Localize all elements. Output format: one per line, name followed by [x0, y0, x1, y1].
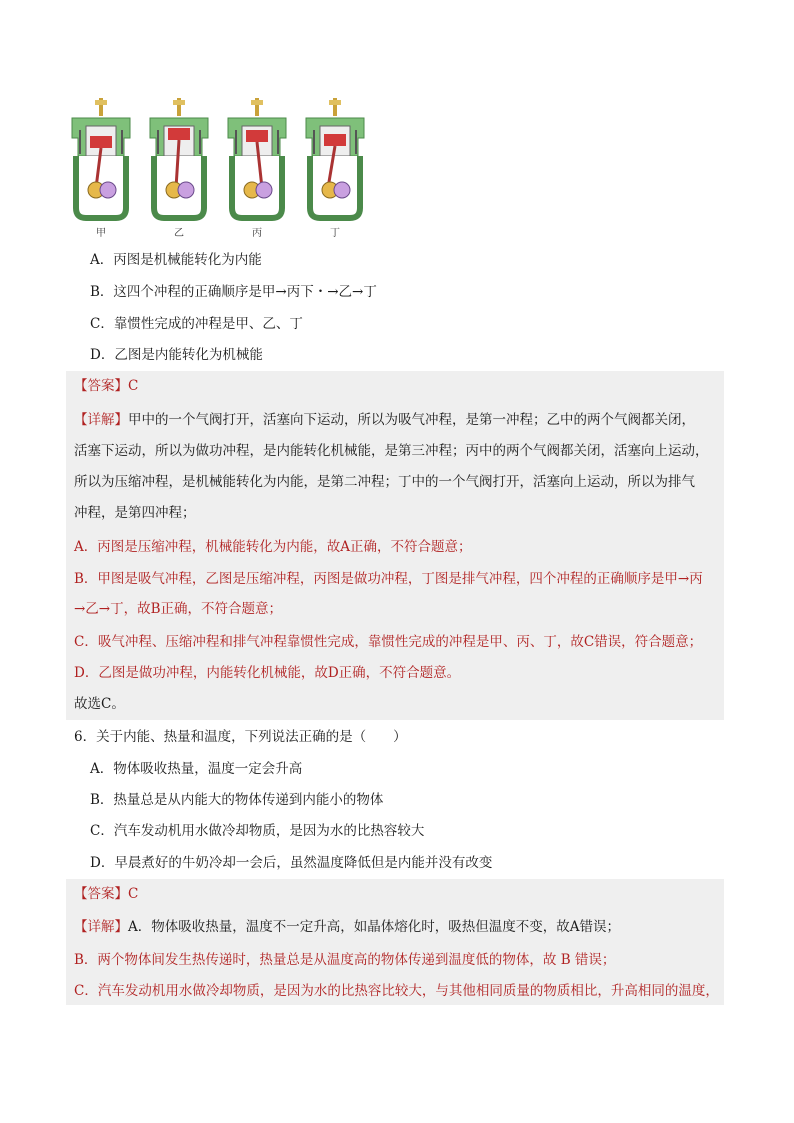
q5-analysis-d: D．乙图是做功冲程，内能转化机械能，故D正确，不符合题意。 — [74, 665, 461, 681]
answer-tag: 【答案】 — [74, 378, 128, 394]
figure-label-jia: 甲 — [96, 228, 106, 239]
q5-option-b: B．这四个冲程的正确顺序是甲→丙下・→乙→丁 — [90, 284, 377, 300]
q6-option-c: C．汽车发动机用水做冷却物质，是因为水的比热容较大 — [90, 823, 425, 839]
detail-text: A．物体吸收热量，温度不一定升高，如晶体熔化时，吸热但温度不变，故A错误； — [128, 919, 620, 935]
q6-option-b: B．热量总是从内能大的物体传递到内能小的物体 — [90, 792, 384, 808]
q5-option-c: C．靠惯性完成的冲程是甲、乙、丁 — [90, 316, 303, 332]
q5-option-a: A．丙图是机械能转化为内能 — [90, 252, 262, 268]
q6-option-d: D．早晨煮好的牛奶冷却一会后，虽然温度降低但是内能并没有改变 — [90, 855, 493, 871]
q5-detail-line-2: 活塞下运动，所以为做功冲程，是内能转化机械能，是第三冲程；丙中的两个气阀都关闭，活塞向上运动， — [74, 443, 709, 459]
q5-analysis-b: B．甲图是吸气冲程，乙图是压缩冲程，丙图是做功冲程，丁图是排气冲程，四个冲程的正确顺序是甲→丙 — [74, 571, 703, 587]
q6-answer — [74, 884, 138, 904]
engine-icon — [300, 96, 370, 222]
engine-diagram-bing — [222, 96, 292, 238]
engine-icon — [66, 96, 136, 222]
q6-detail-line-3: C．汽车发动机用水做冷却物质，是因为水的比热容比较大，与其他相同质量的物质相比，升高相同的温度， — [74, 983, 719, 999]
engine-icon — [144, 96, 214, 222]
q6-option-a: A．物体吸收热量，温度一定会升高 — [90, 761, 303, 777]
detail-tag: 【详解】 — [74, 412, 128, 428]
four-stroke-figure — [66, 96, 366, 238]
q5-conclusion: 故选C。 — [74, 696, 125, 712]
answer-value: C — [128, 378, 139, 394]
engine-icon — [222, 96, 292, 222]
engine-diagram-ding — [300, 96, 370, 238]
figure-label-yi: 乙 — [174, 228, 184, 239]
figure-label-bing: 丙 — [252, 228, 262, 239]
q5-detail-line-1 — [74, 410, 695, 430]
answer-tag: 【答案】 — [74, 886, 128, 902]
detail-tag: 【详解】 — [74, 919, 128, 935]
q6-detail-line-1 — [74, 917, 620, 937]
detail-text: 甲中的一个气阀打开，活塞向下运动，所以为吸气冲程，是第一冲程；乙中的两个气阀都关闭， — [128, 412, 695, 428]
q6-detail-line-2: B．两个物体间发生热传递时，热量总是从温度高的物体传递到温度低的物体，故 B 错误； — [74, 952, 616, 968]
q6-stem: 6．关于内能、热量和温度，下列说法正确的是（ ） — [74, 729, 407, 745]
engine-diagram-jia — [66, 96, 136, 238]
engine-diagram-yi — [144, 96, 214, 238]
q5-analysis-c: C．吸气冲程、压缩冲程和排气冲程靠惯性完成，靠惯性完成的冲程是甲、丙、丁，故C错误，符合题意； — [74, 634, 703, 650]
q5-answer — [74, 376, 138, 396]
q5-detail-line-3: 所以为压缩冲程，是机械能转化为内能，是第二冲程；丁中的一个气阀打开，活塞向上运动，所以为排气 — [74, 474, 695, 490]
q5-analysis-b-cont: →乙→丁，故B正确，不符合题意； — [74, 601, 283, 617]
figure-label-ding: 丁 — [330, 228, 340, 239]
q5-option-d: D．乙图是内能转化为机械能 — [90, 347, 263, 363]
q5-detail-line-4: 冲程，是第四冲程； — [74, 505, 196, 521]
answer-value: C — [128, 886, 139, 902]
q5-analysis-a: A．丙图是压缩冲程，机械能转化为内能，故A正确，不符合题意； — [74, 539, 472, 555]
